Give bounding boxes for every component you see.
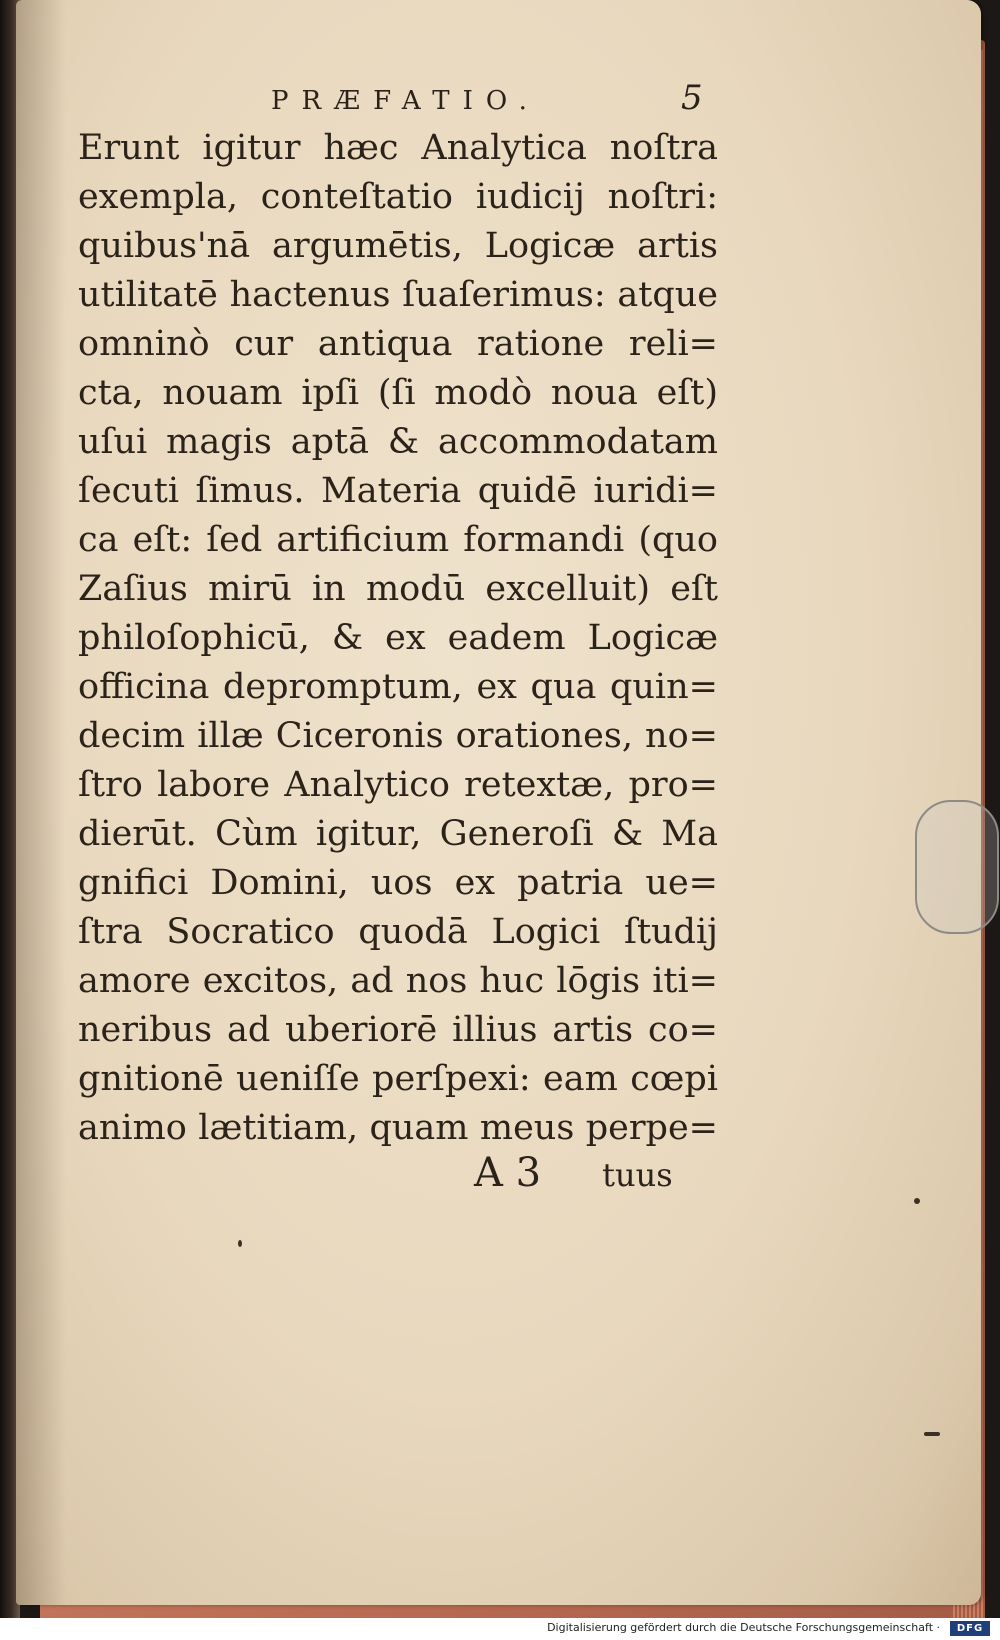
text-line: gnitionē ueniſſe perſpexi: eam cœpi bbox=[78, 1059, 718, 1099]
text-line: neribus ad uberiorē illius artis co= bbox=[78, 1010, 718, 1050]
gutter-shadow bbox=[16, 0, 66, 1605]
text-line: officina depromptum, ex qua quin= bbox=[78, 667, 718, 707]
text-line: omninò cur antiqua ratione reli= bbox=[78, 324, 718, 364]
signature-catchword-line bbox=[474, 1150, 673, 1196]
dfg-logo: DFG bbox=[950, 1621, 990, 1636]
ink-speck bbox=[238, 1240, 242, 1247]
text-line: cta, nouam ipſi (ſi modò noua eſt) bbox=[78, 373, 718, 413]
running-head: PRÆFATIO. bbox=[271, 86, 540, 116]
text-line: ſtro labore Analytico retextæ, pro= bbox=[78, 765, 718, 805]
funding-credit: Digitalisierung gefördert durch die Deutsche Forschungsgemeinschaft · bbox=[547, 1621, 940, 1634]
page-number: 5 bbox=[681, 78, 703, 118]
footer-bar bbox=[0, 1618, 1000, 1640]
text-line: decim illæ Ciceronis orationes, no= bbox=[78, 716, 718, 756]
text-line: animo lætitiam, quam meus perpe= bbox=[78, 1108, 718, 1148]
ink-speck bbox=[914, 1198, 920, 1204]
thumb-tab-outline bbox=[915, 800, 999, 934]
text-line: amore excitos, ad nos huc lōgis iti= bbox=[78, 961, 718, 1001]
text-line: ſecuti ſimus. Materia quidē iuridi= bbox=[78, 471, 718, 511]
text-line: Erunt igitur hæc Analytica noſtra bbox=[78, 128, 718, 168]
text-line: philoſophicū, & ex eadem Logicæ bbox=[78, 618, 718, 658]
page-sheet bbox=[16, 0, 981, 1605]
text-line: dierūt. Cùm igitur, Generoſi & Ma bbox=[78, 814, 718, 854]
text-line: Zaſius mirū in modū excelluit) eſt bbox=[78, 569, 718, 609]
text-line: gnifici Domini, uos ex patria ue= bbox=[78, 863, 718, 903]
text-line: quibus'nā argumētis, Logicæ artis bbox=[78, 226, 718, 266]
text-line: exempla, conteſtatio iudicij noſtri: bbox=[78, 177, 718, 217]
text-line: ſtra Socratico quodā Logici ſtudij bbox=[78, 912, 718, 952]
text-line: utilitatē hactenus ſuaſerimus: atque bbox=[78, 275, 718, 315]
catchword: tuus bbox=[602, 1156, 673, 1194]
ink-speck bbox=[924, 1432, 940, 1436]
text-line: ca eſt: ſed artificium formandi (quo bbox=[78, 520, 718, 560]
text-line: uſui magis aptā & accommodatam bbox=[78, 422, 718, 462]
body-text bbox=[78, 124, 718, 1153]
signature-mark: A 3 bbox=[474, 1150, 542, 1196]
